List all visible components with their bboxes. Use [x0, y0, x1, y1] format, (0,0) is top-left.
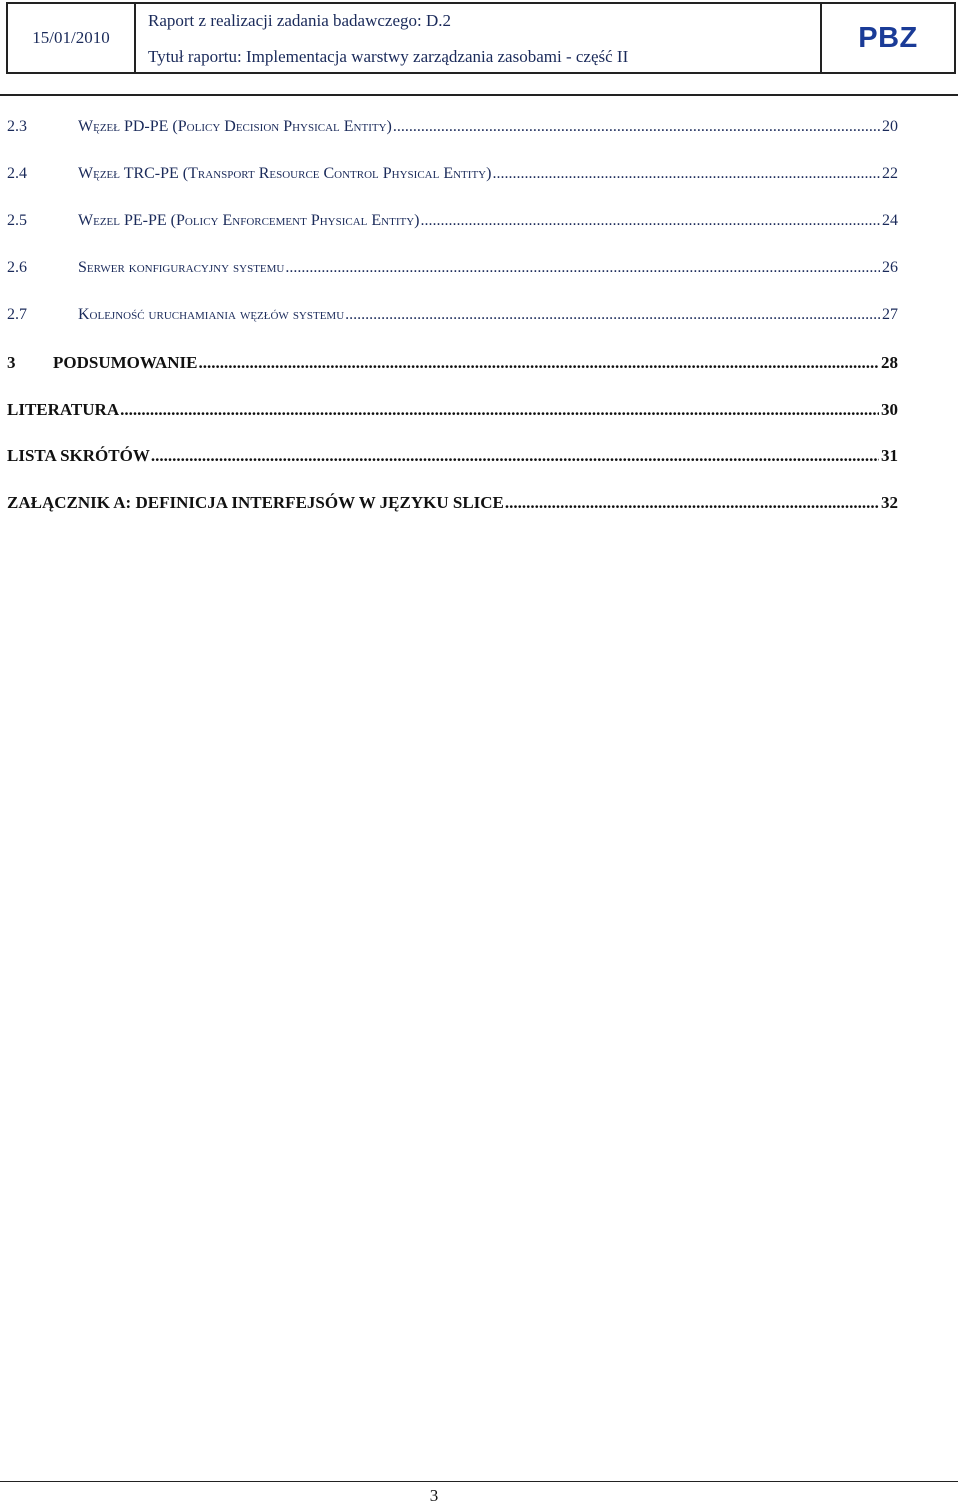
- toc-page-number: 32: [881, 493, 898, 512]
- header-date: 15/01/2010: [8, 4, 136, 72]
- toc-entry-2-4[interactable]: [7, 165, 898, 183]
- toc-page-number: 31: [881, 446, 898, 465]
- toc-entry-2-5[interactable]: [7, 212, 898, 230]
- report-title: Tytuł raportu: Implementacja warstwy zarządzania zasobami - część II: [148, 47, 629, 66]
- toc-number: 3: [7, 353, 16, 372]
- toc-number: 2.3: [7, 118, 27, 135]
- toc-title: Serwer konfiguracyjny systemu: [78, 259, 285, 276]
- toc-page-number: 22: [882, 165, 898, 182]
- toc-page-number: 28: [881, 353, 898, 372]
- logo-text: PBZ: [858, 21, 918, 54]
- toc-entry-2-6[interactable]: [7, 259, 898, 277]
- toc-page-number: 27: [882, 306, 898, 323]
- header-divider: [0, 94, 958, 96]
- toc-entry-zalacznik-a[interactable]: [7, 493, 898, 513]
- toc-number: 2.5: [7, 212, 27, 229]
- toc-title: ZAŁĄCZNIK A: DEFINICJA INTERFEJSÓW W JĘZYKU SLICE: [7, 493, 504, 512]
- toc-title: LITERATURA: [7, 400, 120, 419]
- toc-leader-dots: [492, 165, 880, 183]
- toc-leader-dots: [393, 118, 880, 136]
- toc-page-number: 30: [881, 400, 898, 419]
- toc-leader-dots: [285, 259, 880, 277]
- toc-title: LISTA SKRÓTÓW: [7, 446, 150, 465]
- toc-title: Węzeł PD-PE (Policy Decision Physical Entity): [78, 118, 392, 135]
- document-header: [6, 2, 956, 74]
- toc-page-number: 26: [882, 259, 898, 276]
- toc-entry-lista-skrotow[interactable]: [7, 446, 898, 466]
- toc-leader-dots: [505, 493, 879, 513]
- toc-leader-dots: [420, 212, 880, 230]
- toc-leader-dots: [345, 306, 880, 324]
- toc-title: Kolejność uruchamiania węzłów systemu: [78, 306, 345, 323]
- toc-page-number: 24: [882, 212, 898, 229]
- toc-leader-dots: [120, 400, 879, 420]
- toc-entry-literatura[interactable]: [7, 400, 898, 420]
- toc-entry-3[interactable]: [7, 353, 898, 373]
- pbz-logo: [822, 4, 954, 72]
- toc-title: PODSUMOWANIE: [53, 353, 198, 372]
- toc-page-number: 20: [882, 118, 898, 135]
- toc-leader-dots: [151, 446, 879, 466]
- footer-divider: [0, 1481, 958, 1482]
- page-number: 3: [429, 1486, 439, 1505]
- toc-number: 2.4: [7, 165, 27, 182]
- toc-title: Węzeł TRC-PE (Transport Resource Control Physical Entity): [78, 165, 492, 182]
- toc-title: Wezel PE-PE (Policy Enforcement Physical Entity): [78, 212, 420, 229]
- toc-number: 2.6: [7, 259, 27, 276]
- toc-entry-2-3[interactable]: [7, 118, 898, 136]
- toc-entry-2-7[interactable]: [7, 306, 898, 324]
- header-titles: [136, 4, 822, 72]
- toc-leader-dots: [199, 353, 879, 373]
- toc-number: 2.7: [7, 306, 27, 323]
- report-line: Raport z realizacji zadania badawczego: D.2: [148, 11, 452, 30]
